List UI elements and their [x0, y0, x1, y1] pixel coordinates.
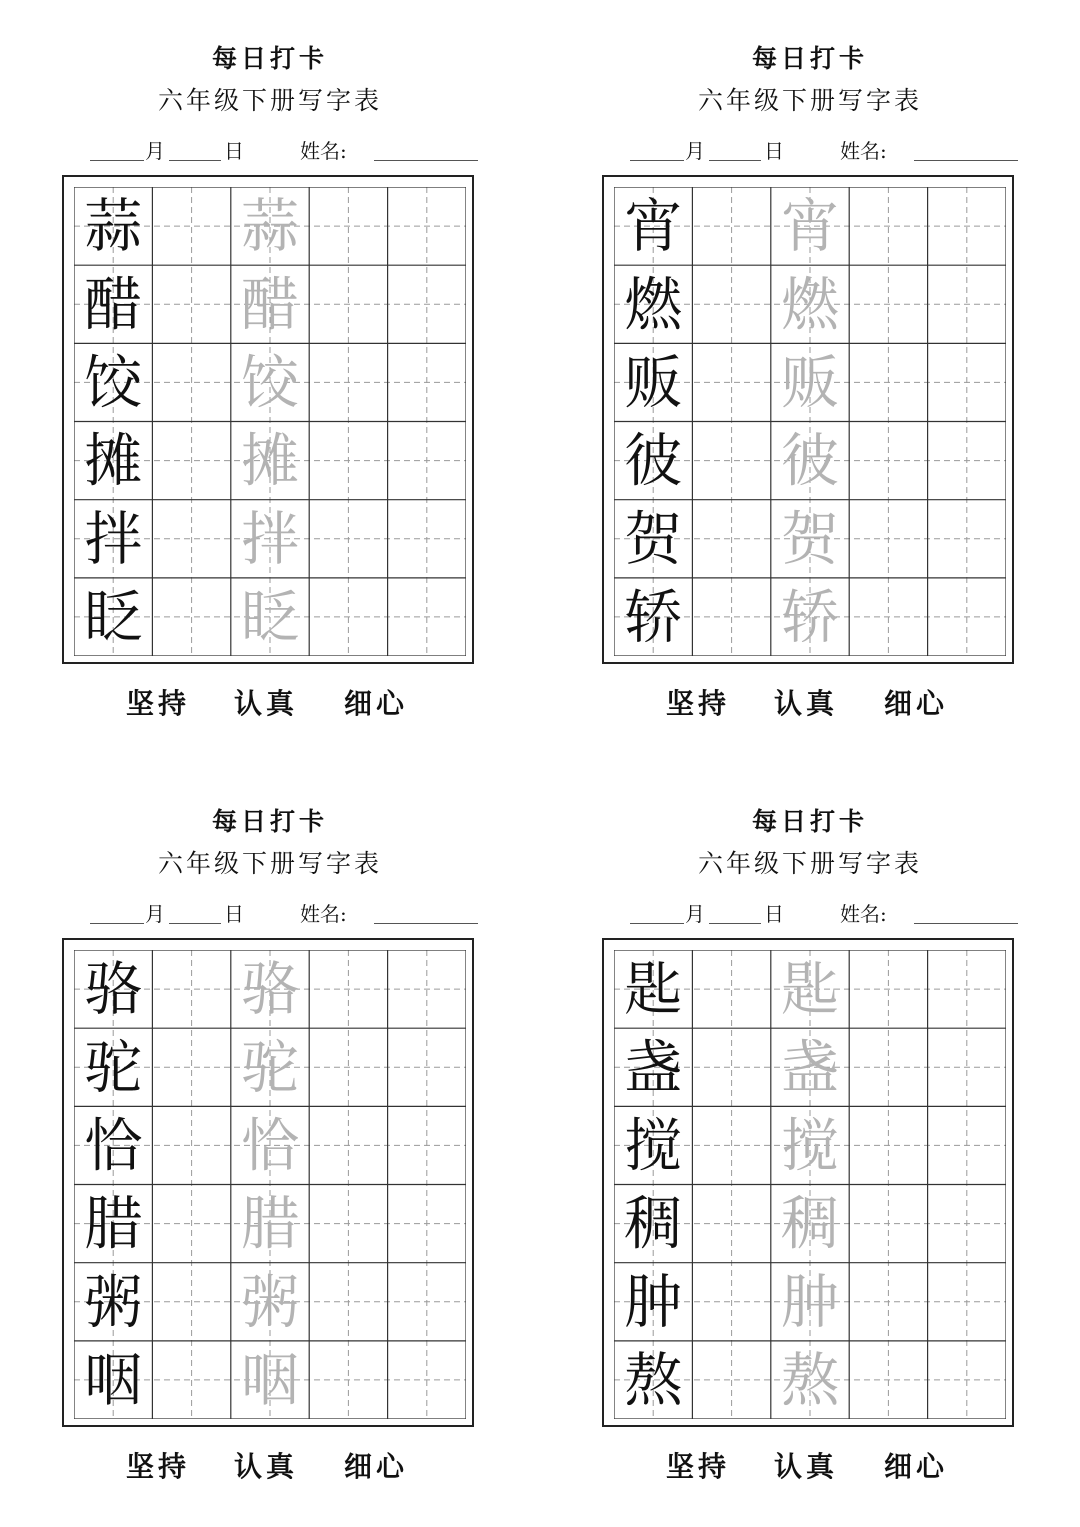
writing-cell[interactable] — [693, 1029, 769, 1105]
day-blank[interactable] — [169, 923, 221, 924]
name-label: 姓名: — [300, 902, 347, 926]
month-label: 月 — [685, 139, 705, 163]
motto-persist: 坚持 — [126, 687, 191, 720]
practice-frame — [602, 175, 1014, 664]
practice-grid — [614, 950, 1006, 1419]
model-character: 燃 — [624, 270, 683, 339]
day-label: 日 — [764, 902, 784, 926]
trace-character: 腊 — [240, 1189, 300, 1258]
trace-character: 摊 — [240, 426, 300, 495]
model-character: 醋 — [84, 270, 143, 339]
trace-character: 醋 — [240, 270, 300, 339]
model-character: 骆 — [84, 955, 143, 1024]
writing-cell[interactable] — [850, 1186, 926, 1262]
sheet-title: 每日打卡 — [211, 44, 328, 73]
writing-cell[interactable] — [389, 1342, 465, 1418]
trace-character: 拌 — [240, 504, 300, 573]
writing-cell[interactable] — [850, 501, 926, 577]
writing-cell[interactable] — [850, 344, 926, 420]
writing-cell[interactable] — [310, 266, 386, 342]
writing-cell[interactable] — [310, 344, 386, 420]
sheet-title: 每日打卡 — [751, 44, 868, 73]
writing-cell[interactable] — [153, 1029, 229, 1105]
writing-cell[interactable] — [310, 951, 386, 1027]
motto-earnest: 认真 — [234, 687, 299, 720]
name-blank[interactable] — [914, 923, 1018, 924]
trace-character: 蒜 — [240, 192, 300, 261]
writing-cell[interactable] — [850, 951, 926, 1027]
writing-cell[interactable] — [389, 579, 465, 655]
worksheet-3 — [62, 763, 478, 1483]
writing-cell[interactable] — [693, 1342, 769, 1418]
worksheet-1 — [62, 0, 478, 720]
name-blank[interactable] — [374, 923, 478, 924]
writing-cell[interactable] — [929, 423, 1005, 499]
month-blank[interactable] — [630, 923, 684, 924]
model-character: 搅 — [624, 1111, 683, 1180]
model-character: 轿 — [624, 582, 683, 651]
writing-cell[interactable] — [929, 344, 1005, 420]
trace-character: 盏 — [780, 1033, 840, 1102]
writing-cell[interactable] — [310, 423, 386, 499]
writing-cell[interactable] — [153, 1342, 229, 1418]
writing-cell[interactable] — [389, 1264, 465, 1340]
writing-cell[interactable] — [850, 266, 926, 342]
practice-grid — [74, 187, 466, 656]
motto — [666, 1449, 966, 1485]
writing-cell[interactable] — [929, 1264, 1005, 1340]
sheet-subtitle: 六年级下册写字表 — [697, 849, 922, 878]
worksheet-4 — [602, 763, 1018, 1483]
writing-cell[interactable] — [153, 344, 229, 420]
writing-cell[interactable] — [153, 1107, 229, 1183]
practice-frame — [62, 175, 474, 664]
trace-character: 咽 — [240, 1345, 300, 1414]
practice-frame — [602, 938, 1014, 1427]
model-character: 驼 — [84, 1033, 143, 1102]
practice-grid — [614, 187, 1006, 656]
writing-cell[interactable] — [310, 1029, 386, 1105]
writing-cell[interactable] — [389, 423, 465, 499]
writing-cell[interactable] — [850, 1107, 926, 1183]
model-character: 摊 — [84, 426, 143, 495]
day-blank[interactable] — [709, 160, 761, 161]
model-character: 粥 — [84, 1267, 143, 1336]
name-label: 姓名: — [840, 902, 887, 926]
month-blank[interactable] — [90, 160, 144, 161]
trace-character: 贺 — [780, 504, 840, 573]
writing-cell[interactable] — [850, 423, 926, 499]
writing-cell[interactable] — [850, 1029, 926, 1105]
motto — [126, 1449, 426, 1485]
model-character: 拌 — [84, 504, 143, 573]
name-blank[interactable] — [914, 160, 1018, 161]
writing-cell[interactable] — [389, 344, 465, 420]
trace-character: 骆 — [240, 955, 300, 1024]
motto-persist: 坚持 — [666, 1450, 731, 1483]
motto-careful: 细心 — [884, 1450, 949, 1483]
trace-character: 稠 — [780, 1189, 840, 1258]
writing-cell[interactable] — [850, 579, 926, 655]
month-blank[interactable] — [630, 160, 684, 161]
writing-cell[interactable] — [693, 951, 769, 1027]
motto — [126, 686, 426, 722]
trace-character: 眨 — [240, 582, 300, 651]
month-label: 月 — [145, 139, 165, 163]
model-character: 彼 — [624, 426, 683, 495]
model-character: 宵 — [624, 192, 683, 261]
writing-cell[interactable] — [389, 1186, 465, 1262]
writing-cell[interactable] — [310, 1107, 386, 1183]
day-blank[interactable] — [709, 923, 761, 924]
motto-earnest: 认真 — [774, 687, 839, 720]
writing-cell[interactable] — [389, 951, 465, 1027]
sheet-subtitle: 六年级下册写字表 — [157, 86, 382, 115]
writing-cell[interactable] — [153, 951, 229, 1027]
writing-cell[interactable] — [693, 1107, 769, 1183]
model-character: 眨 — [84, 582, 143, 651]
trace-character: 驼 — [240, 1033, 300, 1102]
motto-careful: 细心 — [884, 687, 949, 720]
writing-cell[interactable] — [310, 1264, 386, 1340]
writing-cell[interactable] — [929, 579, 1005, 655]
trace-character: 粥 — [240, 1267, 300, 1336]
writing-cell[interactable] — [929, 1186, 1005, 1262]
writing-cell[interactable] — [310, 1342, 386, 1418]
writing-cell[interactable] — [693, 423, 769, 499]
trace-character: 彼 — [780, 426, 840, 495]
motto-persist: 坚持 — [666, 687, 731, 720]
trace-character: 轿 — [780, 582, 840, 651]
writing-cell[interactable] — [153, 501, 229, 577]
writing-cell[interactable] — [310, 1186, 386, 1262]
writing-cell[interactable] — [929, 501, 1005, 577]
sheet-subtitle: 六年级下册写字表 — [157, 849, 382, 878]
writing-cell[interactable] — [929, 951, 1005, 1027]
model-character: 贺 — [624, 504, 683, 573]
writing-cell[interactable] — [929, 266, 1005, 342]
trace-character: 搅 — [780, 1111, 840, 1180]
name-label: 姓名: — [840, 139, 887, 163]
writing-cell[interactable] — [929, 1342, 1005, 1418]
writing-cell[interactable] — [850, 188, 926, 264]
sheet-title: 每日打卡 — [211, 807, 328, 836]
practice-frame — [62, 938, 474, 1427]
writing-cell[interactable] — [153, 1264, 229, 1340]
writing-cell[interactable] — [389, 1107, 465, 1183]
sheet-title: 每日打卡 — [751, 807, 868, 836]
model-character: 稠 — [624, 1189, 683, 1258]
sheet-subtitle: 六年级下册写字表 — [697, 86, 922, 115]
writing-cell[interactable] — [389, 266, 465, 342]
writing-cell[interactable] — [389, 188, 465, 264]
writing-cell[interactable] — [153, 423, 229, 499]
motto-persist: 坚持 — [126, 1450, 191, 1483]
trace-character: 宵 — [780, 192, 840, 261]
date-name-row — [90, 899, 478, 929]
model-character: 恰 — [84, 1111, 143, 1180]
writing-cell[interactable] — [153, 188, 229, 264]
trace-character: 肿 — [780, 1267, 840, 1336]
writing-cell[interactable] — [153, 266, 229, 342]
name-label: 姓名: — [300, 139, 347, 163]
model-character: 熬 — [624, 1345, 683, 1414]
model-character: 贩 — [624, 348, 683, 417]
model-character: 咽 — [84, 1345, 143, 1414]
day-label: 日 — [224, 902, 244, 926]
day-blank[interactable] — [169, 160, 221, 161]
motto-earnest: 认真 — [234, 1450, 299, 1483]
writing-cell[interactable] — [693, 1264, 769, 1340]
practice-grid — [74, 950, 466, 1419]
motto — [666, 686, 966, 722]
day-label: 日 — [224, 139, 244, 163]
writing-cell[interactable] — [693, 344, 769, 420]
month-blank[interactable] — [90, 923, 144, 924]
day-label: 日 — [764, 139, 784, 163]
motto-earnest: 认真 — [774, 1450, 839, 1483]
model-character: 肿 — [624, 1267, 683, 1336]
name-blank[interactable] — [374, 160, 478, 161]
month-label: 月 — [685, 902, 705, 926]
trace-character: 匙 — [780, 955, 840, 1024]
model-character: 蒜 — [84, 192, 143, 261]
writing-cell[interactable] — [389, 501, 465, 577]
date-name-row — [630, 899, 1018, 929]
date-name-row — [630, 136, 1018, 166]
writing-cell[interactable] — [153, 1186, 229, 1262]
writing-cell[interactable] — [929, 1107, 1005, 1183]
writing-cell[interactable] — [693, 188, 769, 264]
trace-character: 燃 — [780, 270, 840, 339]
model-character: 盏 — [624, 1033, 683, 1102]
writing-cell[interactable] — [929, 188, 1005, 264]
writing-cell[interactable] — [310, 501, 386, 577]
month-label: 月 — [145, 902, 165, 926]
writing-cell[interactable] — [929, 1029, 1005, 1105]
writing-cell[interactable] — [693, 1186, 769, 1262]
writing-cell[interactable] — [693, 579, 769, 655]
trace-character: 饺 — [240, 348, 300, 417]
writing-cell[interactable] — [310, 188, 386, 264]
writing-cell[interactable] — [850, 1264, 926, 1340]
writing-cell[interactable] — [693, 266, 769, 342]
trace-character: 贩 — [780, 348, 840, 417]
trace-character: 恰 — [240, 1111, 300, 1180]
model-character: 腊 — [84, 1189, 143, 1258]
trace-character: 熬 — [780, 1345, 840, 1414]
writing-cell[interactable] — [389, 1029, 465, 1105]
date-name-row — [90, 136, 478, 166]
model-character: 匙 — [624, 955, 683, 1024]
writing-cell[interactable] — [153, 579, 229, 655]
model-character: 饺 — [84, 348, 143, 417]
worksheet-2 — [602, 0, 1018, 720]
motto-careful: 细心 — [344, 1450, 409, 1483]
writing-cell[interactable] — [310, 579, 386, 655]
motto-careful: 细心 — [344, 687, 409, 720]
writing-cell[interactable] — [850, 1342, 926, 1418]
writing-cell[interactable] — [693, 501, 769, 577]
